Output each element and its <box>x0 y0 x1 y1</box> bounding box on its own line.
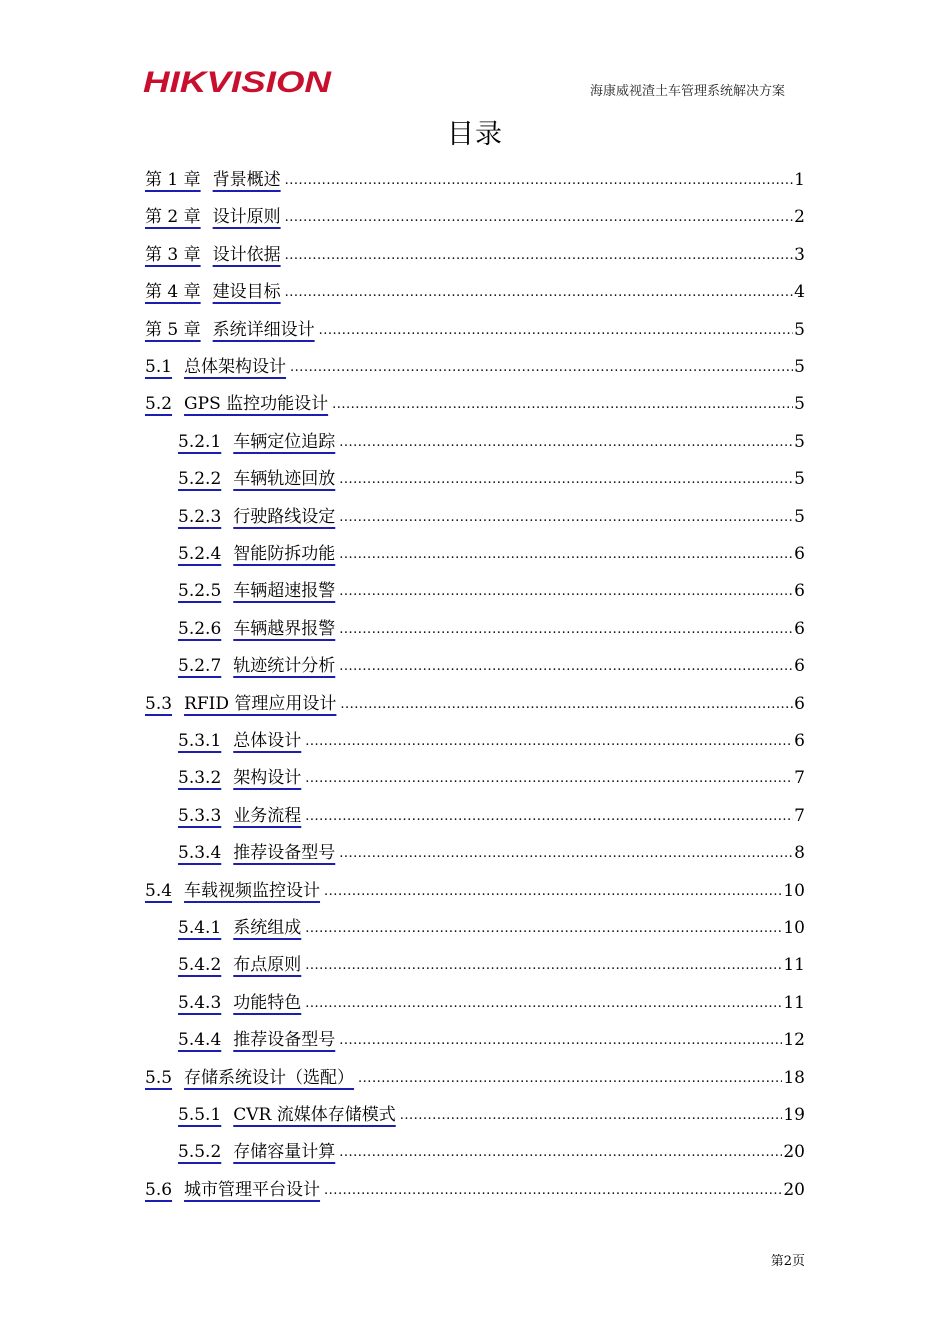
toc-entry-label[interactable]: 车辆越界报警 <box>233 618 336 639</box>
toc-entry[interactable] <box>145 386 805 414</box>
toc-entry-label[interactable]: 车辆定位追踪 <box>233 431 336 452</box>
toc-entry[interactable] <box>178 910 805 938</box>
toc-entry-page: 5 <box>794 469 805 490</box>
toc-entry-page: 10 <box>783 880 805 901</box>
toc-entry-number[interactable]: 5.6 <box>145 1179 173 1200</box>
toc-leader-dots <box>305 810 793 826</box>
toc-entry-page: 6 <box>794 618 805 639</box>
toc-entry-label[interactable]: 存储系统设计（选配） <box>184 1067 355 1088</box>
toc-leader-dots <box>332 398 793 414</box>
toc-entry-page: 2 <box>794 207 805 228</box>
toc-entry-label[interactable]: 车辆超速报警 <box>233 581 336 602</box>
toc-leader-dots <box>339 623 793 639</box>
toc-entry-label[interactable]: 推荐设备型号 <box>233 1030 336 1051</box>
toc-entry-page: 10 <box>783 918 805 938</box>
toc-entry-number[interactable]: 5.3.1 <box>178 731 222 751</box>
toc-entry-label[interactable]: 设计原则 <box>212 207 281 228</box>
toc-entry[interactable] <box>145 686 805 714</box>
toc-heading: 目录 <box>447 119 503 150</box>
toc-entry-number[interactable]: 5.2.6 <box>178 618 222 639</box>
toc-entry-page: 20 <box>783 1142 805 1163</box>
toc-leader-dots <box>400 1109 783 1125</box>
toc-entry[interactable] <box>145 1172 805 1200</box>
toc-entry[interactable] <box>178 536 805 564</box>
toc-entry[interactable] <box>178 611 805 639</box>
toc-entry-label[interactable]: 推荐设备型号 <box>233 843 336 864</box>
toc-entry-label[interactable]: 智能防拆功能 <box>233 544 336 564</box>
toc-entry-page: 5 <box>794 431 805 452</box>
toc-leader-dots <box>305 772 793 788</box>
toc-entry-label[interactable]: 城市管理平台设计 <box>184 1179 321 1200</box>
toc-entry-label[interactable]: 系统详细设计 <box>212 319 315 340</box>
toc-leader-dots <box>305 997 782 1013</box>
toc-entry[interactable] <box>178 985 805 1013</box>
toc-entry-label[interactable]: 功能特色 <box>233 992 302 1013</box>
toc-entry-page: 18 <box>783 1067 805 1088</box>
toc-entry[interactable] <box>178 499 805 527</box>
toc-entry[interactable] <box>145 349 805 377</box>
toc-entry-page: 7 <box>794 805 805 826</box>
toc-entry-page: 11 <box>783 955 805 976</box>
toc-entry-label[interactable]: 车辆轨迹回放 <box>233 469 336 490</box>
toc-entry[interactable] <box>178 424 805 452</box>
toc-entry-label[interactable]: 架构设计 <box>233 768 302 789</box>
toc-entry-page: 6 <box>794 693 805 714</box>
toc-entry-page: 4 <box>794 282 805 303</box>
toc-entry-page: 12 <box>783 1030 805 1051</box>
toc-entry-label[interactable]: 轨迹统计分析 <box>233 656 336 677</box>
toc-entry-page: 19 <box>783 1105 805 1125</box>
toc-entry-number[interactable]: 第 2 章 <box>145 207 201 228</box>
toc-entry-page: 11 <box>783 992 805 1013</box>
toc-entry-number[interactable]: 5.4.1 <box>178 918 222 938</box>
toc-leader-dots <box>339 473 793 489</box>
toc-entry-number[interactable]: 5.4.2 <box>178 955 222 976</box>
toc-leader-dots <box>339 1146 782 1162</box>
toc-entry[interactable] <box>178 648 805 676</box>
toc-entry-number[interactable]: 5.2.4 <box>178 544 222 564</box>
toc-entry-number[interactable]: 5.5.1 <box>178 1105 222 1125</box>
toc-entry-page: 6 <box>794 731 805 751</box>
toc-entry-label[interactable]: RFID 管理应用设计 <box>184 693 337 714</box>
toc-entry-number[interactable]: 5.3.2 <box>178 768 222 789</box>
toc-entry-number[interactable]: 5.4.4 <box>178 1030 222 1051</box>
toc-entry-page: 6 <box>794 656 805 677</box>
toc-entry[interactable] <box>178 1022 805 1050</box>
toc-leader-dots <box>340 698 793 714</box>
toc-entry-number[interactable]: 第 3 章 <box>145 244 201 265</box>
toc-entry-number[interactable]: 5.4.3 <box>178 992 222 1013</box>
toc-leader-dots <box>339 548 793 564</box>
toc-leader-dots <box>285 174 794 190</box>
toc-entry-page: 6 <box>794 581 805 602</box>
toc-entry-number[interactable]: 5.5 <box>145 1067 173 1088</box>
toc-entry[interactable] <box>178 573 805 601</box>
toc-entry[interactable] <box>178 461 805 489</box>
toc-entry-page: 5 <box>794 506 805 527</box>
toc-entry-label[interactable]: 存储容量计算 <box>233 1142 336 1163</box>
toc-entry-label[interactable]: 布点原则 <box>233 955 302 976</box>
toc-entry-label[interactable]: 车载视频监控设计 <box>184 880 321 901</box>
toc-entry-number[interactable]: 5.2.5 <box>178 581 222 602</box>
toc-entry[interactable] <box>178 947 805 975</box>
toc-entry-page: 8 <box>794 843 805 864</box>
toc-entry-label[interactable]: 系统组成 <box>233 918 302 938</box>
toc-entry-number[interactable]: 5.1 <box>145 357 173 377</box>
toc-leader-dots <box>339 585 793 601</box>
toc-entry-label[interactable]: 总体架构设计 <box>184 357 287 377</box>
toc-leader-dots <box>339 436 793 452</box>
toc-leader-dots <box>319 324 794 340</box>
toc-entry-page: 5 <box>794 357 805 377</box>
toc-entry-number[interactable]: 5.3 <box>145 693 173 714</box>
toc-entry-page: 5 <box>794 394 805 415</box>
toc-entry-label[interactable]: 建设目标 <box>212 282 281 303</box>
document-title: 海康威视渣土车管理系统解决方案 <box>589 84 785 99</box>
toc-entry[interactable] <box>178 760 805 788</box>
toc-entry-label[interactable]: GPS 监控功能设计 <box>184 394 329 415</box>
toc-entry-number[interactable]: 5.2.7 <box>178 656 222 677</box>
toc-entry-number[interactable]: 5.4 <box>145 880 173 901</box>
toc-entry-page: 1 <box>794 170 805 190</box>
toc-entry-label[interactable]: 背景概述 <box>212 170 281 190</box>
toc-entry-page: 6 <box>794 544 805 564</box>
toc-entry-label[interactable]: CVR 流媒体存储模式 <box>233 1105 396 1125</box>
toc-entry-number[interactable]: 5.5.2 <box>178 1142 222 1163</box>
toc-entry[interactable] <box>145 162 805 190</box>
toc-leader-dots <box>285 286 794 302</box>
toc-entry[interactable] <box>145 237 805 265</box>
toc-entry[interactable] <box>178 835 805 863</box>
toc-entry[interactable] <box>145 312 805 340</box>
page-number: 第2页 <box>770 1254 805 1269</box>
toc-leader-dots <box>339 511 793 527</box>
toc-entry-number[interactable]: 第 1 章 <box>145 170 201 190</box>
toc-entry-label[interactable]: 设计依据 <box>212 244 281 265</box>
toc-entry-page: 7 <box>794 768 805 789</box>
toc-entry-number[interactable]: 5.2 <box>145 394 173 415</box>
toc-entry[interactable] <box>145 1060 805 1088</box>
toc-leader-dots <box>339 847 793 863</box>
toc-entry-label[interactable]: 业务流程 <box>233 805 302 826</box>
toc-leader-dots <box>339 660 793 676</box>
toc-entry-page: 3 <box>794 244 805 265</box>
toc-entry[interactable] <box>178 798 805 826</box>
toc-leader-dots <box>339 1034 782 1050</box>
toc-entry[interactable] <box>145 199 805 227</box>
toc-leader-dots <box>305 922 782 938</box>
toc-entry[interactable] <box>178 1134 805 1162</box>
toc-entry-page: 20 <box>783 1179 805 1200</box>
toc-entry-number[interactable]: 5.2.1 <box>178 431 222 452</box>
toc-entry-number[interactable]: 5.3.3 <box>178 805 222 826</box>
toc-entry-page: 5 <box>794 319 805 340</box>
toc-entry-number[interactable]: 5.2.3 <box>178 506 222 527</box>
toc-entry-number[interactable]: 第 4 章 <box>145 282 201 303</box>
toc-leader-dots <box>290 361 793 377</box>
toc-leader-dots <box>305 735 793 751</box>
toc-leader-dots <box>285 249 794 265</box>
toc-leader-dots <box>358 1072 782 1088</box>
toc-leader-dots <box>324 1184 782 1200</box>
toc-entry[interactable] <box>145 274 805 302</box>
toc-leader-dots <box>305 959 782 975</box>
hikvision-logo <box>143 64 333 98</box>
toc-entry-label[interactable]: 总体设计 <box>233 731 302 751</box>
toc-entry[interactable] <box>145 873 805 901</box>
logo-text: HIKVISION <box>143 66 333 98</box>
toc-entry-number[interactable]: 第 5 章 <box>145 319 201 340</box>
toc-entry-number[interactable]: 5.2.2 <box>178 469 222 490</box>
toc-entry-label[interactable]: 行驶路线设定 <box>233 506 336 527</box>
toc-leader-dots <box>324 885 782 901</box>
toc-leader-dots <box>285 211 794 227</box>
toc-entry[interactable] <box>178 1097 805 1125</box>
toc-entry[interactable] <box>178 723 805 751</box>
toc-entry-number[interactable]: 5.3.4 <box>178 843 222 864</box>
